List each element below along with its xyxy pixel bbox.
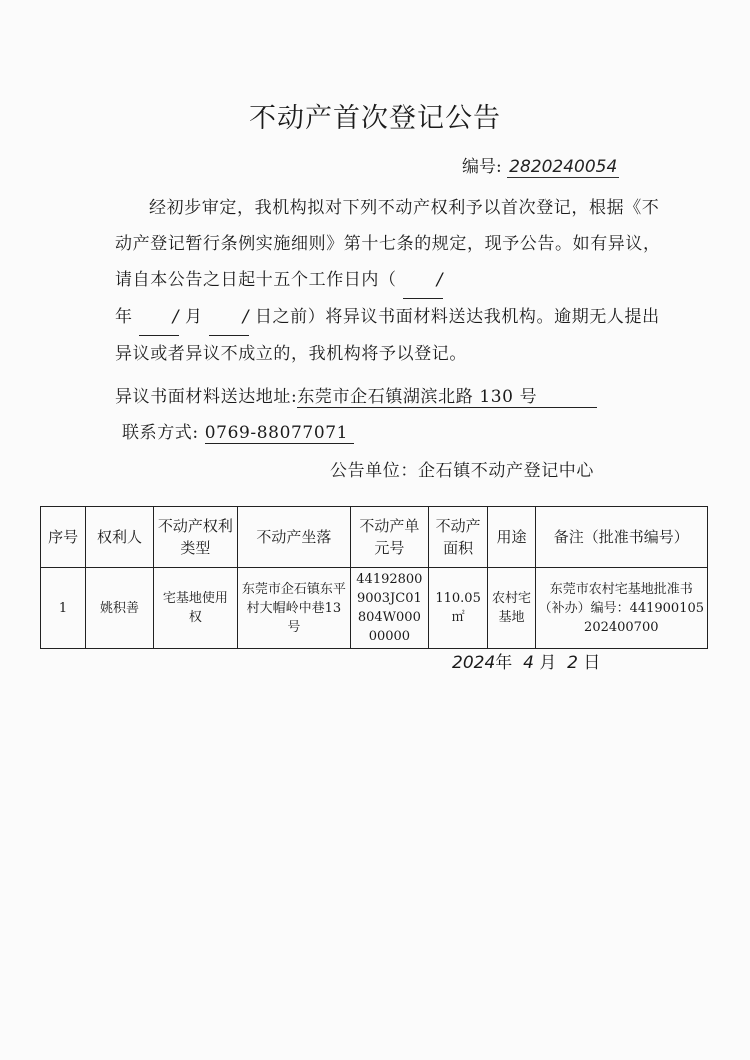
- blank-field: /: [139, 299, 179, 336]
- blank-field: /: [209, 299, 249, 336]
- body-paragraph: 经初步审定，我机构拟对下列不动产权利予以首次登记，根据《不动产登记暂行条例实施细则》第十七条的规定，现予公告。如有异议，请自本公告之日起十五个工作日内（: [115, 198, 661, 290]
- header-cell: 不动产单元号: [350, 507, 428, 568]
- table-row: [41, 568, 708, 649]
- blank-field: /: [403, 262, 443, 299]
- year-char: 年: [115, 307, 133, 327]
- date-year: 2024: [452, 653, 496, 673]
- contact-line: [122, 418, 354, 443]
- header-cell: 序号: [41, 507, 86, 568]
- table-cell: 农村宅基地: [488, 568, 535, 649]
- header-cell: 用途: [488, 507, 535, 568]
- table-cell: 441928009003JC01804W00000000: [350, 568, 428, 649]
- table-cell: 姚积善: [86, 568, 154, 649]
- date-day: 2: [567, 653, 578, 673]
- notice-number-value: 2820240054: [509, 157, 618, 177]
- month-char: 月: [184, 307, 203, 327]
- table-cell: 110.05 ㎡: [428, 568, 488, 649]
- date-day-char: 日: [583, 653, 601, 673]
- header-cell: 不动产权利类型: [153, 507, 237, 568]
- notice-number: [462, 152, 619, 177]
- address-label: 异议书面材料送达地址:: [115, 387, 298, 407]
- date-month-char: 月: [539, 653, 557, 673]
- address-line: [115, 382, 597, 408]
- page-title: 不动产首次登记公告: [249, 103, 501, 134]
- contact-label: 联系方式:: [122, 423, 199, 443]
- address-value: 东莞市企石镇湖滨北路 130 号: [297, 382, 597, 408]
- table-cell: 东莞市企石镇东平村大帽岭中巷13号: [238, 568, 351, 649]
- table-cell: 1: [41, 568, 86, 649]
- notice-date: [452, 648, 600, 673]
- property-table: [40, 506, 708, 649]
- header-cell: 不动产面积: [428, 507, 488, 568]
- header-cell: 不动产坐落: [238, 507, 351, 568]
- date-year-char: 年: [495, 653, 513, 673]
- table-cell: 宅基地使用权: [153, 568, 237, 649]
- contact-value: 0769-88077071: [205, 423, 354, 444]
- body-paragraph-end: 日之前）将异议书面材料送达我机构。逾期无人提出异议或者异议不成立的，我机构将予以登记。: [115, 307, 660, 364]
- notice-number-label: 编号:: [462, 157, 502, 177]
- date-month: 4: [523, 653, 534, 673]
- table-header-row: [41, 507, 708, 568]
- table-cell: 东莞市农村宅基地批准书（补办）编号：441900105202400700: [535, 568, 707, 649]
- header-cell: 权利人: [86, 507, 154, 568]
- header-cell: 备注（批准书编号）: [535, 507, 707, 568]
- issuer: 公告单位：企石镇不动产登记中心: [330, 461, 594, 481]
- notice-body: [115, 190, 675, 372]
